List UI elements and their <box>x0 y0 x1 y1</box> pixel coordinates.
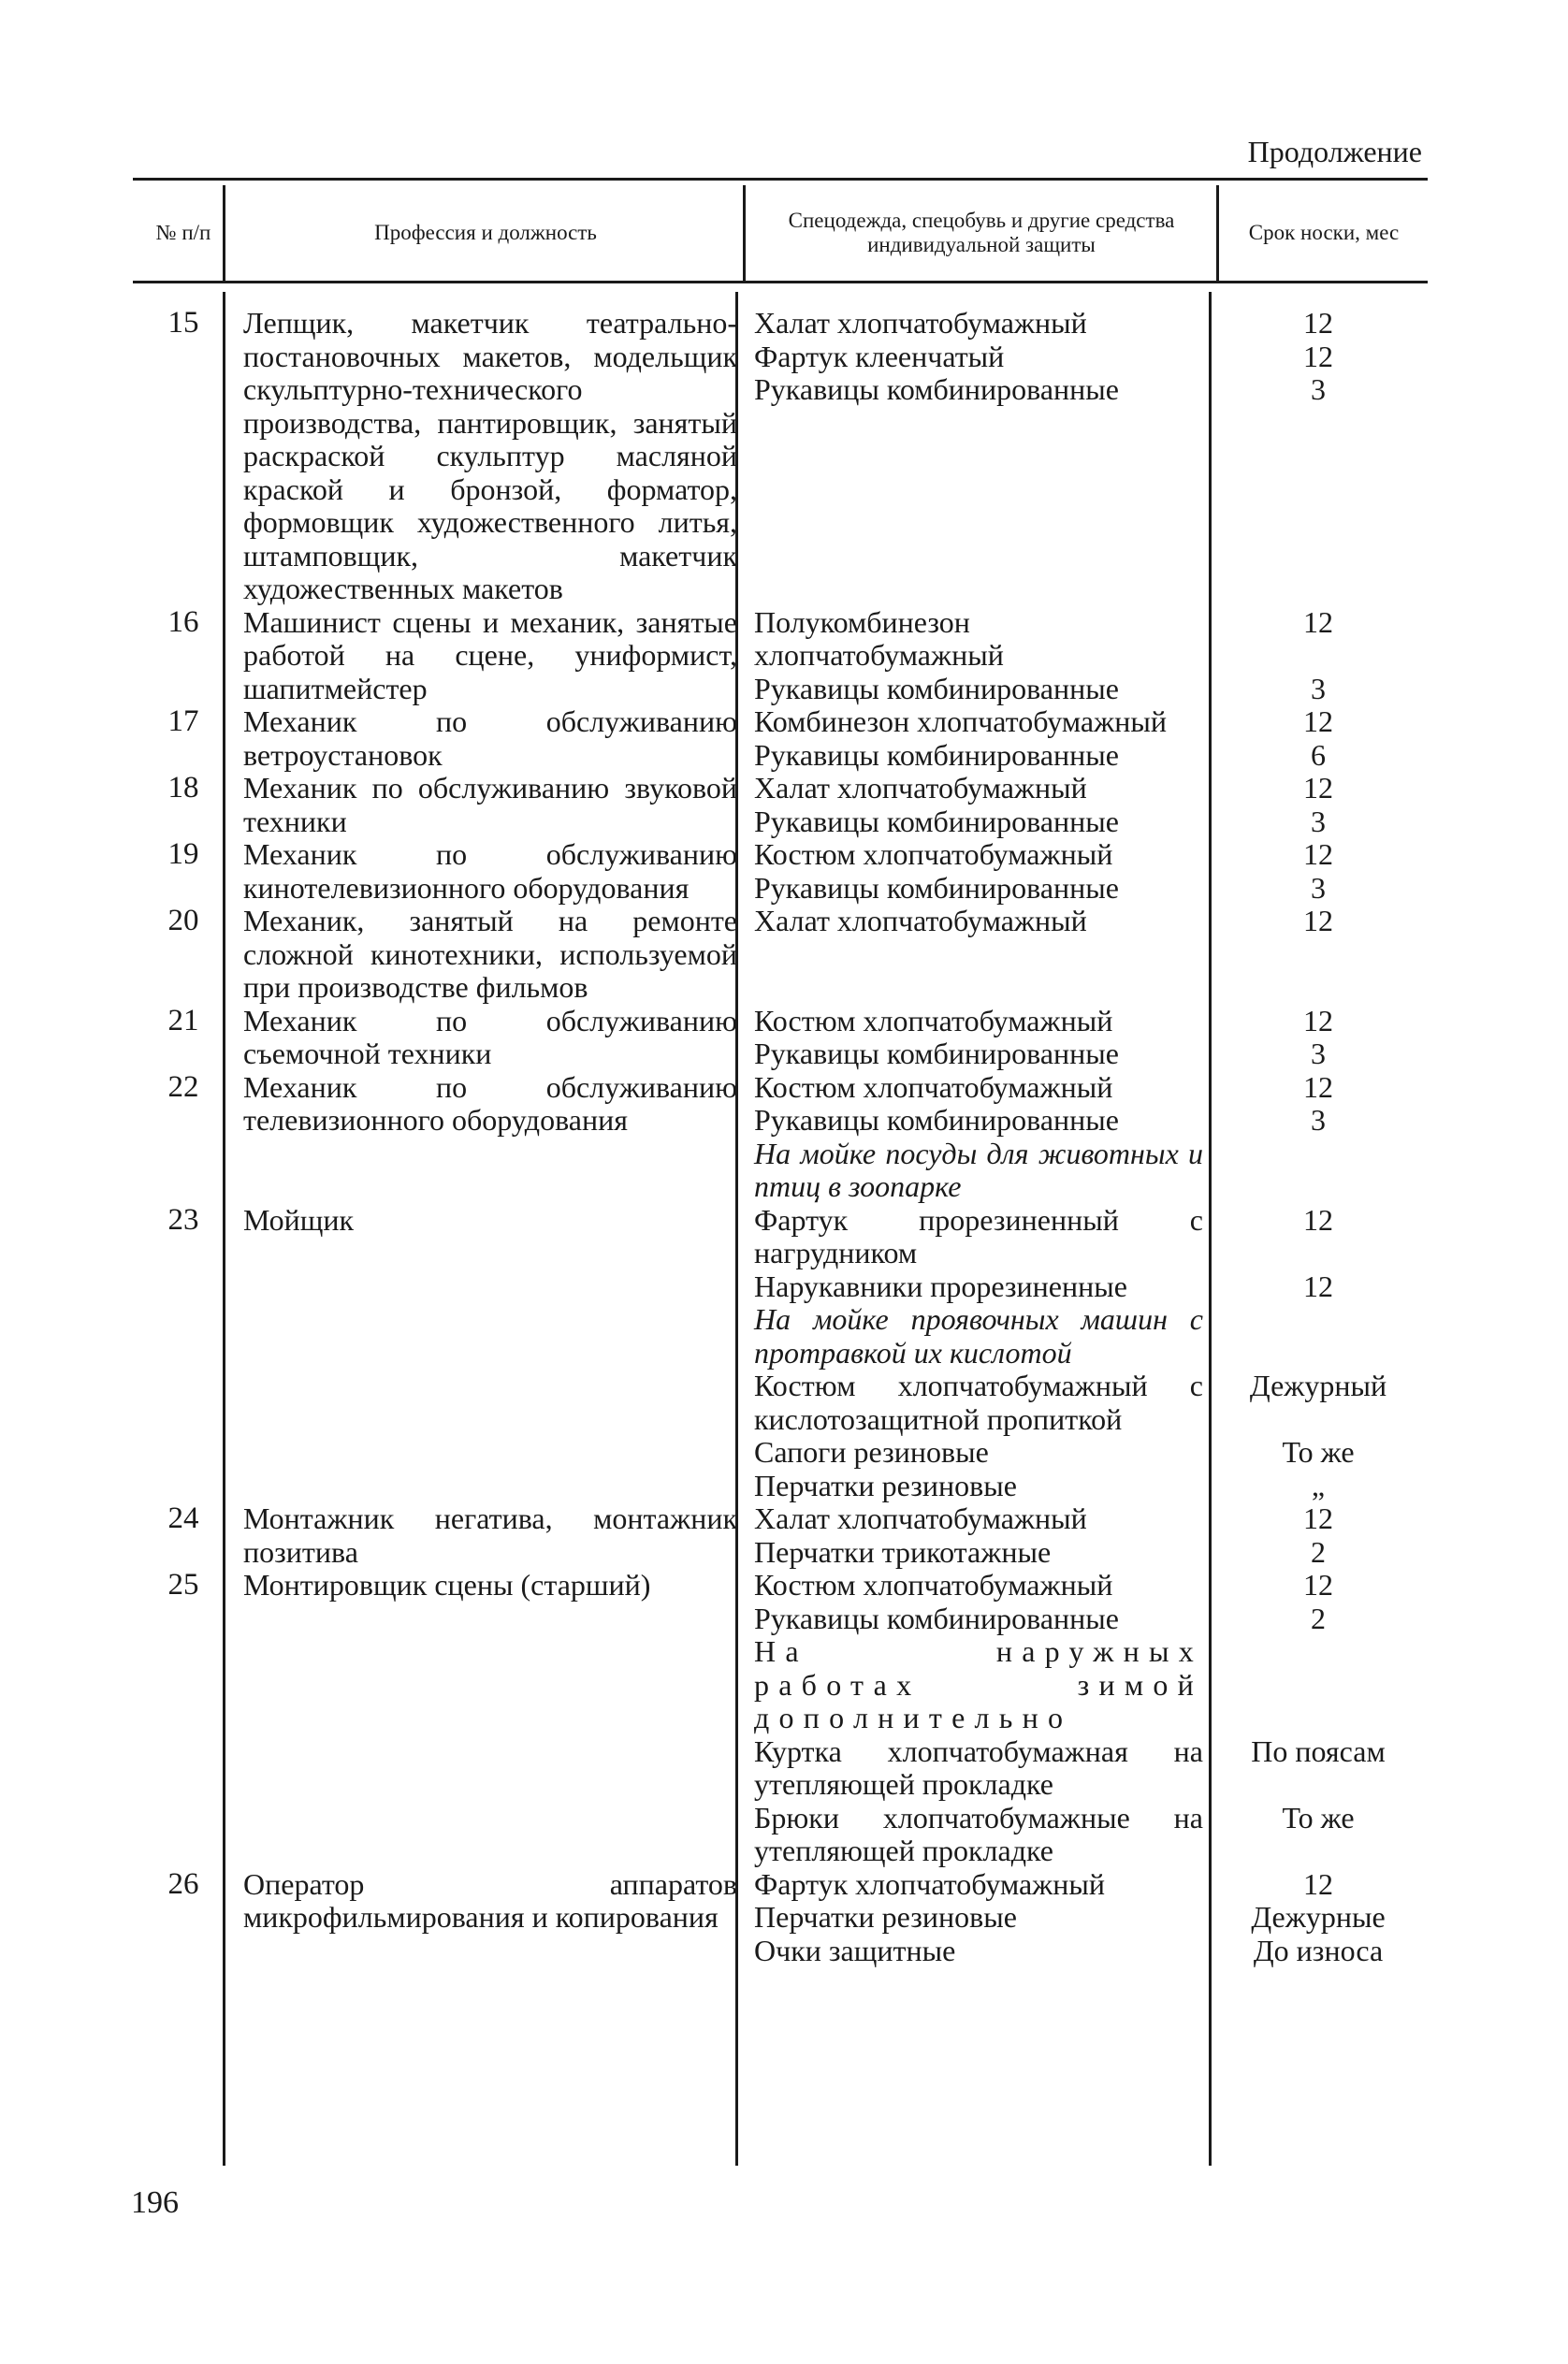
header-gear: Спецодежда, спецобувь и другие средства индивидуальной защиты <box>788 209 1175 256</box>
gear-item-text: На наружных работах зимой дополнительно <box>754 1634 1203 1734</box>
table-row <box>133 1569 1428 1868</box>
profession-cell: Лепщик, макетчик театрально-постановочных макетов, модельщик скульптурно-технического производства, пантировщик, занятый раскраской скульптур масляной краской и бронзой, форматор, формовщик художественного литья, штамповщик, макетчик художественных макетов <box>243 306 737 605</box>
gear-item <box>737 1303 1428 1370</box>
table-row <box>133 905 1428 1005</box>
wear-term: 12 <box>1303 1568 1333 1602</box>
gear-item-text: Халат хлопчатобумажный <box>754 904 1087 937</box>
gear-item <box>737 1635 1428 1735</box>
gear-item-text: Халат хлопчатобумажный <box>754 1501 1087 1535</box>
gear-list <box>737 1868 1428 1968</box>
gear-item-text: Халат хлопчатобумажный <box>754 771 1087 805</box>
gear-item-text: Нарукавники прорезиненные <box>754 1269 1127 1303</box>
wear-term: 12 <box>1303 306 1333 340</box>
gear-item-text: Брюки хлопчатобумажные на утепляющей прокладке <box>754 1800 1203 1867</box>
header-profession: Профессия и должность <box>374 221 597 244</box>
gear-item <box>737 1005 1428 1038</box>
wear-term: 12 <box>1303 1202 1333 1237</box>
wear-term: Дежурные <box>1251 1900 1386 1934</box>
gear-item-text: Рукавицы комбинированные <box>754 1037 1119 1070</box>
gear-item <box>737 838 1428 872</box>
table-row <box>133 1204 1428 1503</box>
profession-cell: Механик, занятый на ремонте сложной кинотехники, используемой при производстве фильмов <box>243 904 737 1004</box>
wear-term: 12 <box>1303 1069 1333 1104</box>
wear-term: 2 <box>1311 1601 1326 1635</box>
gear-item <box>737 805 1428 839</box>
gear-item <box>737 905 1428 938</box>
wear-term: 2 <box>1311 1534 1326 1569</box>
gear-item-text: Костюм хлопчатобумажный <box>754 1003 1113 1037</box>
profession-cell: Монтировщик сцены (старший) <box>243 1568 651 1602</box>
gear-item-text: На мойке посуды для животных и птиц в зоопарке <box>754 1136 1203 1203</box>
row-number: 19 <box>167 837 199 871</box>
gear-list <box>737 772 1428 838</box>
gear-item-text: Сапоги резиновые <box>754 1435 989 1469</box>
wear-term: 12 <box>1303 904 1333 937</box>
gear-item <box>737 1370 1428 1436</box>
wear-term: 3 <box>1311 804 1326 838</box>
gear-item-text: Рукавицы комбинированные <box>754 804 1119 838</box>
row-number: 25 <box>167 1568 199 1602</box>
wear-term: 12 <box>1303 604 1333 639</box>
gear-item-text: Рукавицы комбинированные <box>754 737 1119 772</box>
gear-item-text: Рукавицы комбинированные <box>754 870 1119 905</box>
table-top-rule <box>133 178 1428 181</box>
wear-term <box>1209 1303 1428 1370</box>
gear-item-text: Фартук клеенчатый <box>754 339 1005 373</box>
wear-term: То же <box>1282 1435 1355 1469</box>
wear-term: 3 <box>1311 870 1326 905</box>
wear-term: 3 <box>1311 1103 1326 1137</box>
gear-item <box>737 1735 1428 1802</box>
gear-list <box>737 705 1428 772</box>
gear-item <box>737 1569 1428 1603</box>
header-term: Срок носки, мес <box>1248 221 1400 244</box>
wear-term: То же <box>1282 1800 1355 1835</box>
gear-item-text: Рукавицы комбинированные <box>754 671 1119 705</box>
gear-item <box>737 1204 1428 1270</box>
gear-list <box>737 1569 1428 1868</box>
wear-term: Дежурный <box>1249 1369 1387 1402</box>
gear-item-text: Очки защитные <box>754 1933 956 1967</box>
gear-item-text: Комбинезон хлопчатобумажный <box>754 704 1167 738</box>
wear-term: 3 <box>1311 1037 1326 1070</box>
gear-item <box>737 307 1428 341</box>
gear-item-text: Рукавицы комбинированные <box>754 1601 1119 1635</box>
gear-list <box>737 1502 1428 1569</box>
gear-list <box>737 1204 1428 1503</box>
wear-term: „ <box>1311 1468 1326 1502</box>
row-number: 18 <box>167 771 199 805</box>
profession-cell: Механик по обслуживанию ветроустановок <box>243 704 737 772</box>
wear-term: 3 <box>1311 372 1326 406</box>
gear-item-text: Куртка хлопчатобумажная на утепляющей прокладке <box>754 1733 1203 1801</box>
profession-cell: Оператор аппаратов микрофильмирования и копирования <box>243 1866 737 1934</box>
table-row <box>133 1502 1428 1569</box>
wear-term: 3 <box>1311 671 1326 705</box>
gear-item-text: Костюм хлопчатобумажный с кислотозащитной пропиткой <box>754 1369 1203 1436</box>
gear-item <box>737 1536 1428 1570</box>
row-number: 23 <box>167 1202 199 1237</box>
gear-item <box>737 772 1428 805</box>
gear-item <box>737 341 1428 374</box>
column-divider <box>223 185 225 281</box>
table-body <box>133 307 1428 1967</box>
gear-item <box>737 872 1428 906</box>
table-row <box>133 1005 1428 1071</box>
table-row <box>133 307 1428 606</box>
gear-item <box>737 705 1428 739</box>
wear-term <box>1209 1138 1428 1204</box>
wear-term: 12 <box>1303 704 1333 738</box>
gear-item <box>737 673 1428 706</box>
gear-item <box>737 739 1428 773</box>
wear-term: До износа <box>1253 1933 1384 1967</box>
gear-item-text: Костюм хлопчатобумажный <box>754 837 1113 871</box>
gear-item <box>737 1868 1428 1902</box>
gear-item <box>737 1901 1428 1935</box>
row-number: 24 <box>167 1501 199 1535</box>
gear-list <box>737 606 1428 706</box>
wear-term: 12 <box>1303 1003 1333 1037</box>
table-row <box>133 1071 1428 1204</box>
gear-item-text: Фартук прорезиненный с нагрудником <box>754 1202 1203 1269</box>
gear-item-text: Рукавицы комбинированные <box>754 372 1119 406</box>
gear-item <box>737 1037 1428 1071</box>
gear-item-text: Халат хлопчатобумажный <box>754 306 1087 340</box>
gear-item-text: Костюм хлопчатобумажный <box>754 1069 1113 1104</box>
wear-term: 12 <box>1303 1501 1333 1535</box>
gear-item <box>737 1071 1428 1105</box>
column-divider <box>1216 185 1219 281</box>
gear-item <box>737 1502 1428 1536</box>
table-row <box>133 1868 1428 1968</box>
gear-item-text: Полукомбинезон хлопчатобумажный <box>754 604 1004 672</box>
wear-term: По поясам <box>1251 1733 1386 1768</box>
gear-item <box>737 1802 1428 1868</box>
gear-item <box>737 1603 1428 1636</box>
gear-item-text: Перчатки трикотажные <box>754 1534 1052 1569</box>
column-divider <box>743 185 746 281</box>
gear-item-text: Костюм хлопчатобумажный <box>754 1568 1113 1602</box>
profession-cell: Мойщик <box>243 1202 355 1237</box>
gear-item <box>737 373 1428 407</box>
gear-list <box>737 838 1428 905</box>
row-number: 17 <box>167 704 199 738</box>
wear-term: 12 <box>1303 837 1333 871</box>
gear-item <box>737 1270 1428 1304</box>
table-header-rule <box>133 281 1428 283</box>
gear-item <box>737 1138 1428 1204</box>
gear-list <box>737 1071 1428 1204</box>
wear-term: 12 <box>1303 1866 1333 1901</box>
gear-list <box>737 905 1428 1005</box>
gear-item <box>737 606 1428 673</box>
table-row <box>133 772 1428 838</box>
wear-term: 12 <box>1303 339 1333 373</box>
row-number: 21 <box>167 1003 199 1037</box>
gear-item <box>737 1104 1428 1138</box>
table-row <box>133 838 1428 905</box>
wear-term: 6 <box>1311 737 1326 772</box>
wear-term: 12 <box>1303 771 1333 805</box>
gear-item-text: Перчатки резиновые <box>754 1468 1017 1502</box>
gear-item-text: Перчатки резиновые <box>754 1900 1017 1934</box>
profession-cell: Монтажник негатива, монтажник позитива <box>243 1501 737 1569</box>
table-row <box>133 705 1428 772</box>
row-number: 22 <box>167 1069 199 1104</box>
profession-cell: Механик по обслуживанию звуковой техники <box>243 771 737 838</box>
row-number: 16 <box>167 604 199 639</box>
profession-cell: Механик по обслуживанию телевизионного оборудования <box>243 1069 737 1137</box>
table-row <box>133 606 1428 706</box>
row-number: 20 <box>167 904 199 937</box>
gear-item-text: На мойке проявочных машин с протравкой их кислотой <box>754 1302 1203 1370</box>
page-number: 196 <box>131 2185 179 2220</box>
continuation-label: Продолжение <box>1247 135 1422 168</box>
gear-item-text: Рукавицы комбинированные <box>754 1103 1119 1137</box>
gear-item <box>737 1436 1428 1470</box>
gear-item <box>737 1935 1428 1968</box>
wear-term <box>1209 1635 1428 1735</box>
profession-cell: Механик по обслуживанию кинотелевизионного оборудования <box>243 837 737 905</box>
gear-list <box>737 1005 1428 1071</box>
wear-term: 12 <box>1303 1269 1333 1303</box>
gear-item-text: Фартук хлопчатобумажный <box>754 1866 1106 1901</box>
header-number: № п/п <box>155 221 211 244</box>
row-number: 15 <box>167 306 199 340</box>
profession-cell: Машинист сцены и механик, занятые работой на сцене, униформист, шапитмейстер <box>243 604 737 705</box>
profession-cell: Механик по обслуживанию съемочной техники <box>243 1003 737 1070</box>
gear-item <box>737 1470 1428 1503</box>
row-number: 26 <box>167 1866 199 1901</box>
gear-list <box>737 307 1428 606</box>
